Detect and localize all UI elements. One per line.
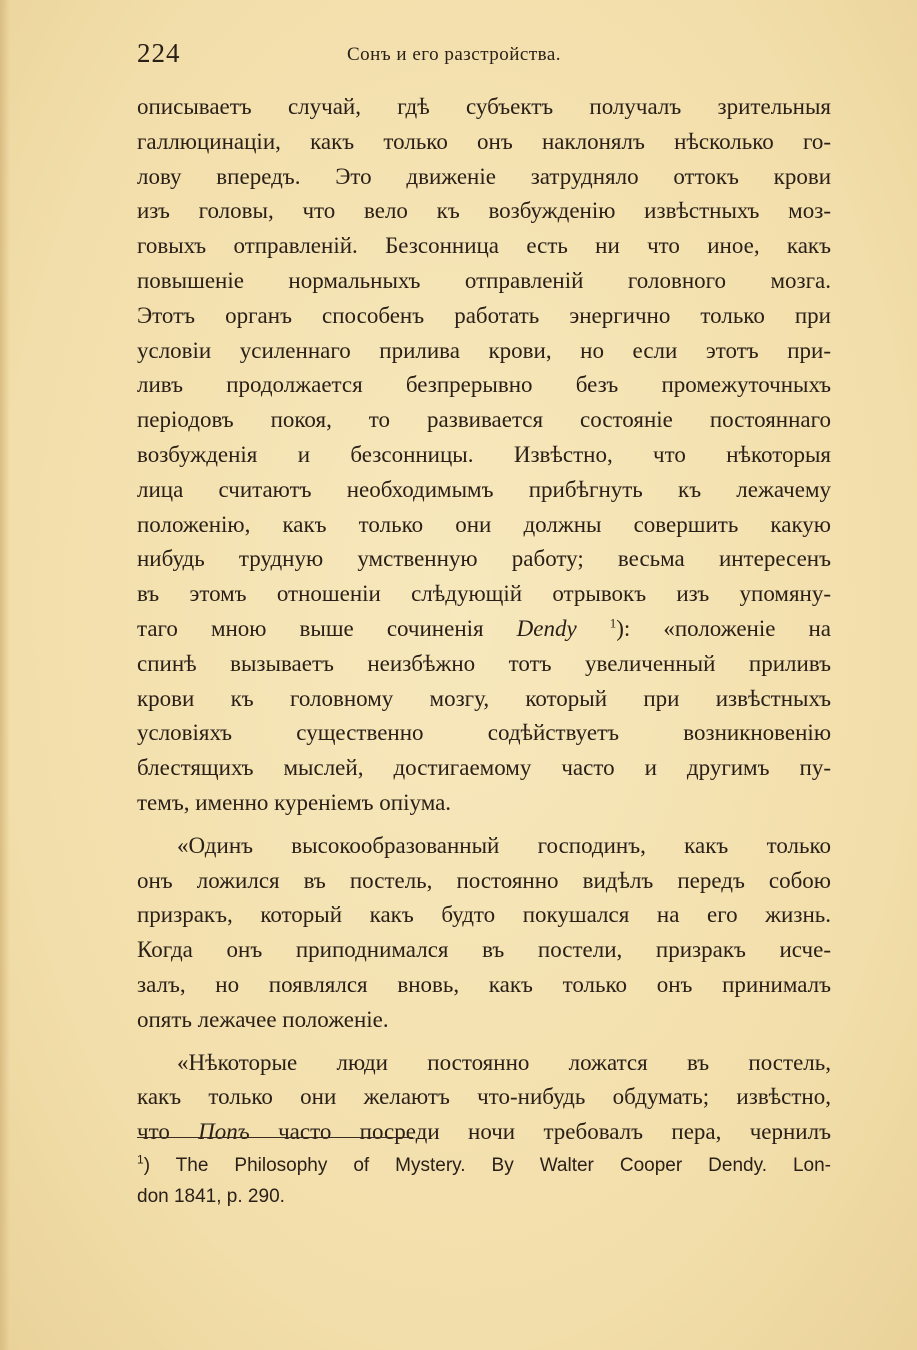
- page-number: 224: [137, 38, 181, 68]
- text-line: галлюцинаціи, какъ только онъ наклонялъ нѣсколько го-: [137, 128, 831, 154]
- text-line: условіи усиленнаго прилива крови, но если этотъ при-: [137, 337, 831, 363]
- text-line: условіяхъ существенно содѣйствуетъ возникновенію: [137, 720, 831, 746]
- text-line: крови къ головному мозгу, который при извѣстныхъ: [137, 685, 831, 711]
- paragraph-gap: [137, 1038, 831, 1046]
- page-edge-shadow: [0, 0, 10, 1350]
- footnote-text: ) The Philosophy of Mystery. By Walter Cooper Dendy. Lon-: [143, 1155, 831, 1176]
- text-line: онъ ложился въ постель, постоянно видѣлъ передъ собою: [137, 867, 831, 893]
- citation-line: [137, 612, 831, 647]
- text-line: нибудь трудную умственную работу; весьма интересенъ: [137, 546, 831, 572]
- text-line: темъ, именно куреніемъ опіума.: [137, 789, 452, 815]
- citation-text-before: таго мною выше сочиненія: [137, 615, 517, 641]
- text-line: періодовъ покоя, то развивается состояніе постояннаго: [137, 407, 831, 433]
- text-line: Этотъ органъ способенъ работать энергично только при: [137, 302, 831, 328]
- text-line: лову впередъ. Это движеніе затрудняло оттокъ крови: [137, 163, 831, 189]
- paragraph-gap: [137, 821, 831, 829]
- text-line: возбужденія и безсонницы. Извѣстно, что нѣкоторыя: [137, 441, 831, 467]
- footnote-divider: [137, 1137, 413, 1138]
- text-line: описываетъ случай, гдѣ субъектъ получалъ зрительныя: [137, 94, 831, 119]
- page-header: [137, 38, 831, 78]
- text-line: опять лежачее положеніе.: [137, 1006, 389, 1032]
- cited-author: Dendy: [516, 615, 577, 641]
- running-title: Сонъ и его разстройства.: [347, 44, 562, 65]
- text-line: призракъ, который какъ будто покушался на его жизнь.: [137, 902, 831, 928]
- text-line: «Одинъ высокообразованный господинъ, какъ только: [177, 832, 831, 858]
- text-line: «Нѣкоторые люди постоянно ложатся въ постель,: [177, 1049, 831, 1075]
- text-line: залъ, но появлялся вновь, какъ только онъ принималъ: [137, 971, 831, 997]
- text-line: положенію, какъ только они должны совершить какую: [137, 511, 831, 537]
- text-line: блестящихъ мыслей, достигаемому часто и другимъ пу-: [137, 755, 831, 781]
- footnote: [137, 1150, 831, 1212]
- text-line: въ этомъ отношеніи слѣдующій отрывокъ изъ упомяну-: [137, 581, 831, 607]
- footnote-line: [137, 1150, 831, 1181]
- text-line: лица считаютъ необходимымъ прибѣгнуть къ лежачему: [137, 476, 831, 502]
- person-name: Попъ: [198, 1119, 250, 1145]
- text-line: ливъ продолжается безпрерывно безъ промежуточныхъ: [137, 372, 831, 398]
- footnote-line: don 1841, p. 290.: [137, 1186, 285, 1207]
- text-after-name: часто посреди ночи требовалъ пера, чернилъ: [249, 1119, 831, 1145]
- text-line: Когда онъ приподнимался въ постели, призракъ исче-: [137, 937, 831, 963]
- text-line: повышеніе нормальныхъ отправленій головного мозга.: [137, 267, 831, 293]
- main-text: [137, 90, 831, 1150]
- text-line: говыхъ отправленій. Безсонница есть ни что иное, какъ: [137, 233, 831, 259]
- text-before-name: что: [137, 1119, 199, 1145]
- footnote-marker: 1: [137, 1152, 144, 1167]
- footnote-reference[interactable]: 1: [609, 615, 617, 631]
- text-line: изъ головы, что вело къ возбужденію извѣстныхъ моз-: [137, 198, 831, 224]
- citation-text-after: ): «положеніе на: [616, 615, 831, 641]
- text-line: спинѣ вызываетъ неизбѣжно тотъ увеличенный приливъ: [137, 650, 831, 676]
- text-line: [137, 1115, 831, 1150]
- text-line: какъ только они желаютъ что-нибудь обдумать; извѣстно,: [137, 1084, 831, 1110]
